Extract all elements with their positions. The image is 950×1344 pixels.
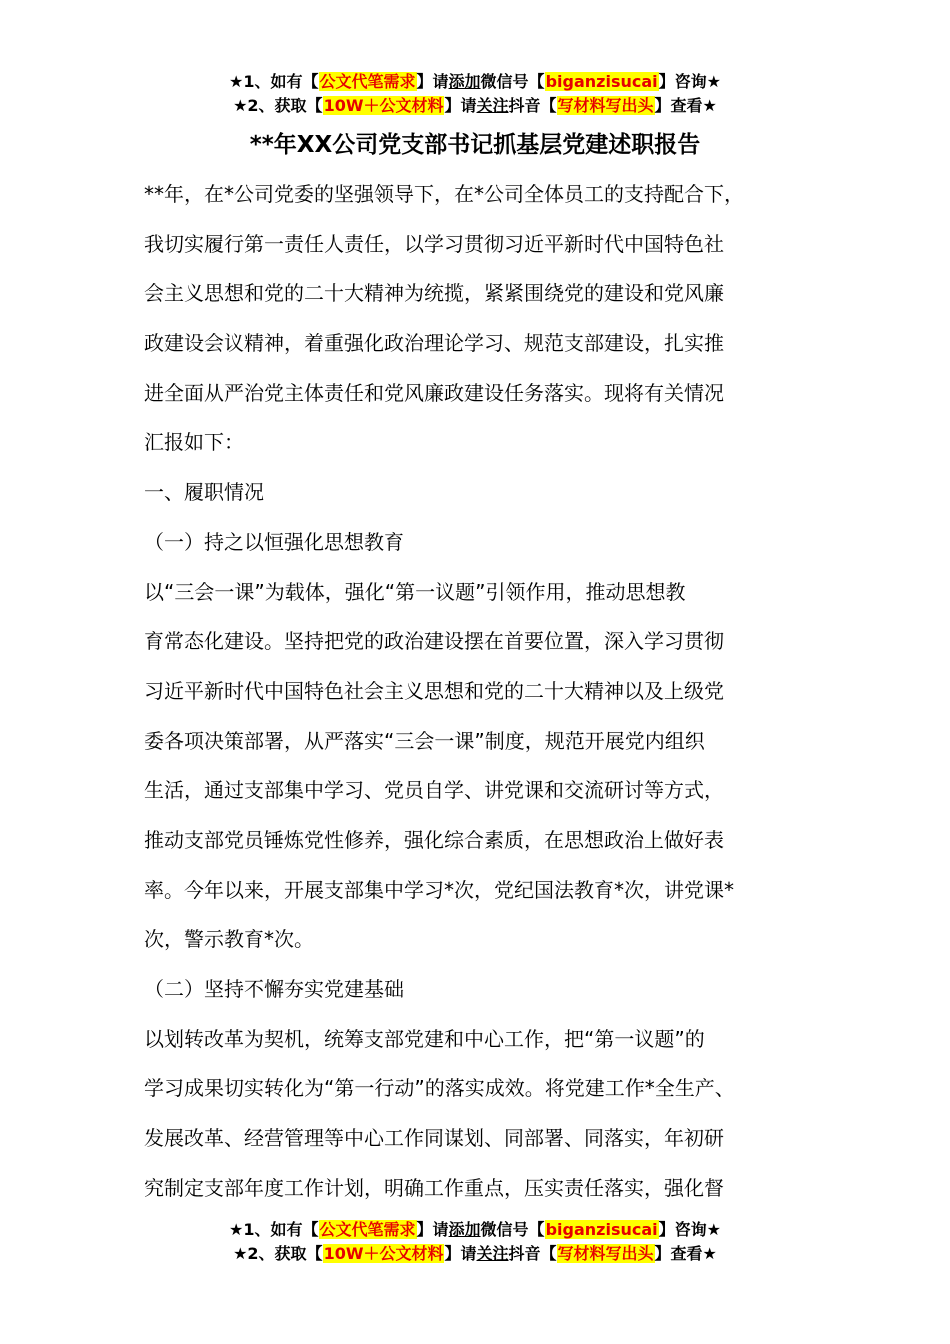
section-heading: 一、履职情况 (144, 480, 264, 505)
promo-text: 】请 (416, 1220, 449, 1239)
body-line: 汇报如下： (144, 430, 244, 455)
body-line: 推动支部党员锤炼党性修养，强化综合素质，在思想政治上做好表 (144, 827, 724, 852)
body-line: 进全面从严治党主体责任和党风廉政建设任务落实。现将有关情况 (144, 380, 724, 405)
promo-text: 微信号【 (480, 1220, 545, 1239)
body-line: 育常态化建设。坚持把党的政治建设摆在首要位置，深入学习贯彻 (144, 629, 724, 654)
promo-text: ★1、如有【 (229, 1220, 319, 1239)
promo-douyin-id: 写材料写出头 (557, 96, 654, 115)
body-line: 率。今年以来，开展支部集中学习*次，党纪国法教育*次，讲党课* (144, 877, 734, 902)
promo-text: 】请 (416, 72, 449, 91)
body-line: 以划转改革为契机，统筹支部党建和中心工作，把“第一议题”的 (144, 1026, 705, 1051)
promo-text: ★2、获取【 (233, 96, 323, 115)
document-body (144, 170, 834, 1213)
promo-text: 抖音【 (508, 96, 557, 115)
promo-wechat-id: biganzisucai (545, 1220, 658, 1239)
promo-underlined: 关注 (476, 96, 509, 115)
promo-header (0, 70, 950, 118)
body-line: 次，警示教育*次。 (144, 927, 314, 952)
promo-highlight: 公文代笔需求 (319, 72, 416, 91)
body-line: 委各项决策部署，从严落实“三会一课”制度，规范开展党内组织 (144, 728, 705, 753)
promo-text: 】查看★ (654, 1244, 717, 1263)
promo-text: 】咨询★ (658, 1220, 721, 1239)
promo-wechat-id: biganzisucai (545, 72, 658, 91)
promo-text: ★2、获取【 (233, 1244, 323, 1263)
body-line: **年，在*公司党委的坚强领导下，在*公司全体员工的支持配合下， (144, 182, 744, 206)
promo-line-1 (0, 1218, 950, 1242)
body-line: 究制定支部年度工作计划，明确工作重点，压实责任落实，强化督 (144, 1175, 724, 1200)
body-line: 习近平新时代中国特色社会主义思想和党的二十大精神以及上级党 (144, 678, 724, 703)
subsection-heading: （二）坚持不懈夯实党建基础 (144, 977, 404, 1001)
promo-text: 】请 (444, 1244, 477, 1263)
promo-text: 微信号【 (480, 72, 545, 91)
body-line: 政建设会议精神，着重强化政治理论学习、规范支部建设，扎实推 (144, 331, 724, 356)
promo-douyin-id: 写材料写出头 (557, 1244, 654, 1263)
promo-line-2 (0, 1242, 950, 1266)
body-line: 生活，通过支部集中学习、党员自学、讲党课和交流研讨等方式， (144, 778, 724, 803)
promo-line-2 (0, 94, 950, 118)
body-line: 学习成果切实转化为“第一行动”的落实成效。将党建工作*全生产、 (144, 1076, 735, 1101)
promo-text: 抖音【 (508, 1244, 557, 1263)
promo-underlined: 关注 (476, 1244, 509, 1263)
document-title: **年XX公司党支部书记抓基层党建述职报告 (249, 132, 701, 158)
promo-footer (0, 1218, 950, 1266)
promo-underlined: 添加 (448, 72, 481, 91)
promo-text: ★1、如有【 (229, 72, 319, 91)
promo-underlined: 添加 (448, 1220, 481, 1239)
promo-text: 】请 (444, 96, 477, 115)
body-line: 我切实履行第一责任人责任，以学习贯彻习近平新时代中国特色社 (144, 231, 724, 256)
subsection-heading: （一）持之以恒强化思想教育 (144, 529, 404, 554)
promo-text: 】咨询★ (658, 72, 721, 91)
promo-highlight: 10W＋公文材料 (323, 96, 444, 115)
body-line: 以“三会一课”为载体，强化“第一议题”引领作用，推动思想教 (144, 579, 686, 604)
promo-line-1 (0, 70, 950, 94)
promo-text: 】查看★ (654, 96, 717, 115)
body-line: 会主义思想和党的二十大精神为统揽，紧紧围绕党的建设和党风廉 (144, 281, 724, 306)
promo-highlight: 10W＋公文材料 (323, 1244, 444, 1263)
body-line: 发展改革、经营管理等中心工作同谋划、同部署、同落实，年初研 (144, 1126, 724, 1151)
promo-highlight: 公文代笔需求 (319, 1220, 416, 1239)
